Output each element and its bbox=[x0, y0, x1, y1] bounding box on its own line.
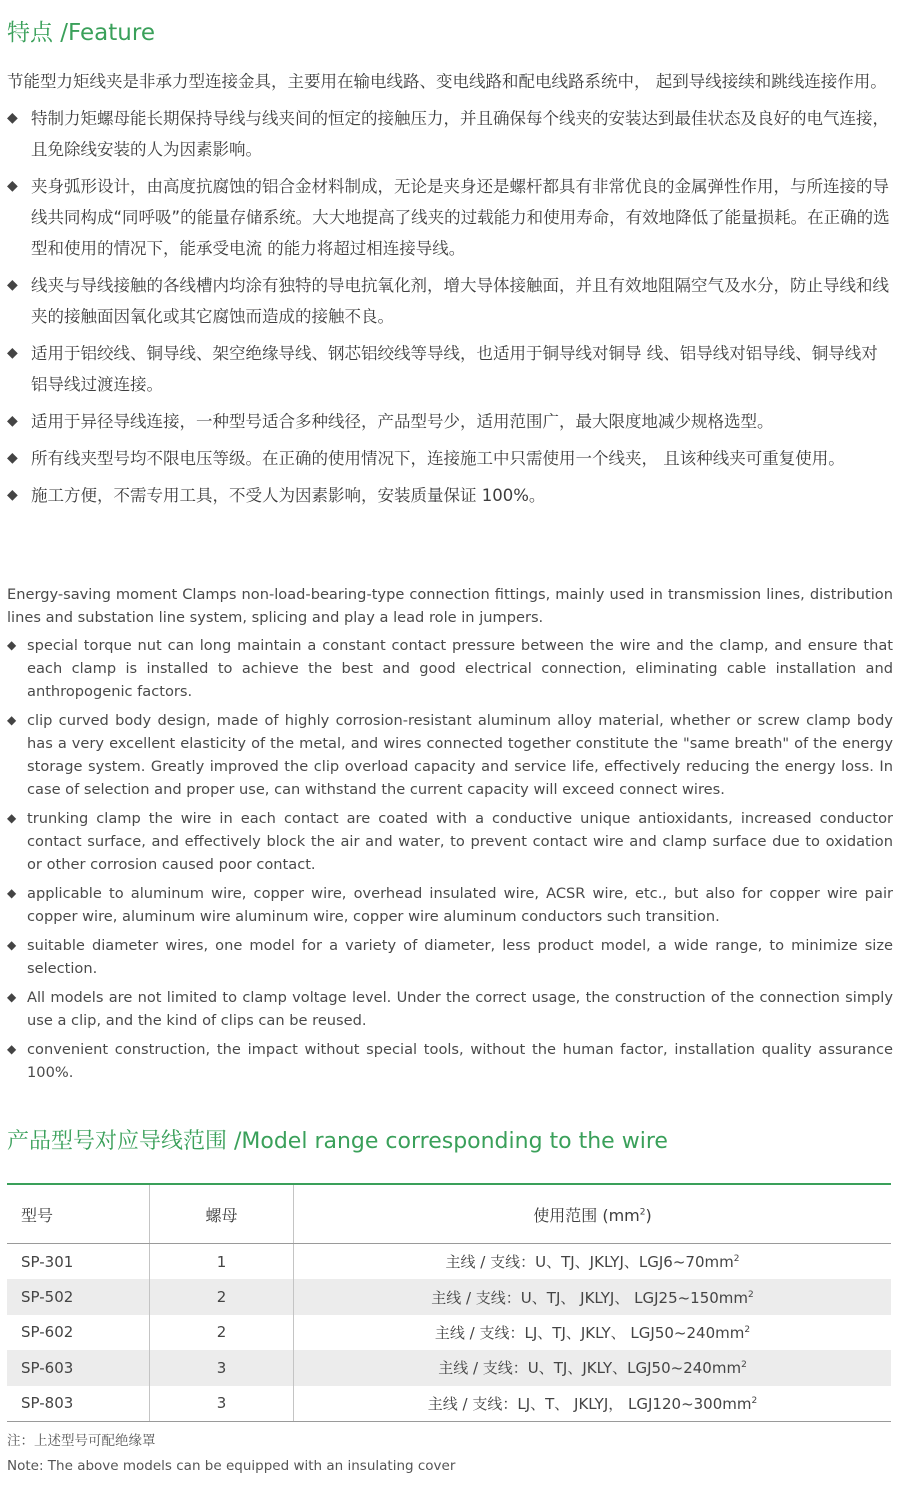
feature-section-title: 特点 /Feature bbox=[7, 20, 155, 46]
list-item-text: 特制力矩螺母能长期保持导线与线夹间的恒定的接触压力，并且确保每个线夹的安装达到最佳状态及良好的电气连接，且免除线安装的人为因素影响。 bbox=[31, 109, 889, 159]
list-item bbox=[7, 709, 893, 801]
table-row bbox=[7, 1386, 891, 1422]
list-item-text: 线夹与导线接触的各线槽内均涂有独特的导电抗氧化剂，增大导体接触面，并且有效地阻隔空气及水分，防止导线和线夹的接触面因氧化或其它腐蚀而造成的接触不良。 bbox=[31, 276, 889, 326]
diamond-bullet-icon: ◆ bbox=[7, 413, 18, 429]
list-item-text: 所有线夹型号均不限电压等级。在正确的使用情况下，连接施工中只需使用一个线夹， 且该种线夹可重复使用。 bbox=[31, 449, 845, 468]
cell-range bbox=[294, 1315, 892, 1350]
list-item bbox=[7, 882, 893, 928]
unit-superscript: 2 bbox=[748, 1289, 754, 1300]
table-header-row bbox=[7, 1184, 891, 1244]
table-row bbox=[7, 1279, 891, 1314]
list-item bbox=[7, 103, 893, 165]
list-item-text: 施工方便，不需专用工具，不受人为因素影响，安装质量保证 100%。 bbox=[31, 486, 546, 505]
list-item-text: clip curved body design, made of highly corrosion-resistant aluminum alloy material, whether or screw clamp body has a very excellent elasticity of the metal, and wires connected together constitute the "same breath" of the energy storage system. Greatly improved the clip overload capacity and service life, effectively reducing the energy loss. In case of selection and proper use, can withstand the current capacity will exceed connect wires. bbox=[27, 712, 893, 798]
list-item bbox=[7, 480, 893, 511]
list-item-text: applicable to aluminum wire, copper wire, overhead insulated wire, ACSR wire, etc., but also for copper wire pair copper wire, aluminum wire aluminum wire, copper wire aluminum conductors such transition. bbox=[27, 885, 893, 925]
table-row bbox=[7, 1350, 891, 1385]
cell-nut: 3 bbox=[150, 1350, 294, 1385]
column-header-nut: 螺母 bbox=[150, 1184, 294, 1244]
cell-nut: 2 bbox=[150, 1279, 294, 1314]
list-item bbox=[7, 270, 893, 332]
diamond-bullet-icon: ◆ bbox=[7, 345, 18, 361]
list-item-text: special torque nut can long maintain a constant contact pressure between the wire and the clamp, and ensure that each clamp is installed to achieve the best and good electrical connection, eliminating cable installation and anthropogenic factors. bbox=[27, 637, 893, 700]
unit-superscript: 2 bbox=[744, 1324, 751, 1335]
diamond-bullet-icon: ◆ bbox=[7, 1042, 17, 1056]
feature-cn-list bbox=[7, 103, 893, 511]
column-header-range bbox=[294, 1184, 892, 1244]
feature-cn-block bbox=[7, 66, 893, 517]
column-header-model: 型号 bbox=[7, 1184, 150, 1244]
feature-cn-intro: 节能型力矩线夹是非承力型连接金具，主要用在输电线路、变电线路和配电线路系统中， 起到导线接续和跳线连接作用。 bbox=[7, 72, 887, 91]
table-row bbox=[7, 1315, 891, 1350]
list-item bbox=[7, 338, 893, 400]
list-item bbox=[7, 807, 893, 876]
list-item bbox=[7, 986, 893, 1032]
list-item bbox=[7, 1038, 893, 1084]
list-item bbox=[7, 934, 893, 980]
cell-range-text: 主线 / 支线：U、TJ、JKLY、LGJ50~240mm bbox=[438, 1359, 742, 1378]
diamond-bullet-icon: ◆ bbox=[7, 487, 18, 503]
diamond-bullet-icon: ◆ bbox=[7, 110, 18, 126]
list-item-text: All models are not limited to clamp voltage level. Under the correct usage, the construction of the connection simply use a clip, and the kind of clips can be reused. bbox=[27, 989, 893, 1029]
cell-range bbox=[294, 1279, 892, 1314]
diamond-bullet-icon: ◆ bbox=[7, 938, 17, 952]
list-item-text: suitable diameter wires, one model for a variety of diameter, less product model, a wide range, to minimize size selection. bbox=[27, 937, 893, 977]
cell-range bbox=[294, 1386, 892, 1422]
cell-model: SP-602 bbox=[21, 1323, 74, 1342]
diamond-bullet-icon: ◆ bbox=[7, 450, 18, 466]
list-item bbox=[7, 406, 893, 437]
list-item bbox=[7, 443, 893, 474]
diamond-bullet-icon: ◆ bbox=[7, 713, 17, 727]
list-item-text: convenient construction, the impact without special tools, without the human factor, installation quality assurance 100%. bbox=[27, 1041, 893, 1081]
cell-range bbox=[294, 1350, 892, 1385]
feature-en-list bbox=[7, 634, 893, 1084]
column-header-range-label: 使用范围 (mm bbox=[533, 1205, 640, 1225]
cell-nut: 3 bbox=[150, 1386, 294, 1422]
cell-range-text: 主线 / 支线：U、TJ、 JKLYJ、 LGJ25~150mm bbox=[431, 1288, 749, 1307]
cell-nut: 1 bbox=[150, 1244, 294, 1280]
table-row bbox=[7, 1244, 891, 1280]
cell-model: SP-301 bbox=[21, 1252, 74, 1271]
cell-model: SP-502 bbox=[7, 1279, 150, 1314]
list-item-text: trunking clamp the wire in each contact are coated with a conductive unique antioxidants, increased conductor contact surface, and effectively block the air and water, to prevent contact wire and clamp surface due to oxidation or other corrosion caused poor contact. bbox=[27, 810, 893, 873]
diamond-bullet-icon: ◆ bbox=[7, 886, 17, 900]
unit-superscript: 2 bbox=[751, 1395, 758, 1406]
cell-range-text: 主线 / 支线：LJ、TJ、JKLY、 LGJ50~240mm bbox=[434, 1323, 745, 1342]
diamond-bullet-icon: ◆ bbox=[7, 638, 17, 652]
unit-superscript: 2 bbox=[639, 1207, 646, 1218]
cell-range-text: 主线 / 支线：LJ、T、 JKLYJ， LGJ120~300mm bbox=[427, 1394, 752, 1413]
unit-superscript: 2 bbox=[733, 1254, 740, 1265]
list-item-text: 夹身弧形设计，由高度抗腐蚀的铝合金材料制成，无论是夹身还是螺杆都具有非常优良的金属弹性作用，与所连接的导线共同构成“同呼吸”的能量存储系统。大大地提高了线夹的过载能力和使用寿命，有效地降低了能量损耗。在正确的选型和使用的情况下，能承受电流 的能力将超过相连接导线。 bbox=[31, 177, 890, 258]
feature-en-block bbox=[7, 583, 893, 1090]
cell-model: SP-803 bbox=[7, 1386, 150, 1422]
feature-en-intro: Energy-saving moment Clamps non-load-bearing-type connection fittings, mainly used in transmission lines, distribution lines and substation line system, splicing and play a lead role in jumpers. bbox=[7, 586, 893, 626]
unit-superscript: 2 bbox=[741, 1360, 747, 1371]
list-item-text: 适用于异径导线连接，一种型号适合多种线径，产品型号少，适用范围广，最大限度地减少规格选型。 bbox=[31, 412, 774, 431]
list-item bbox=[7, 171, 893, 264]
list-item-text: 适用于铝绞线、铜导线、架空绝缘导线、钢芯铝绞线等导线，也适用于铜导线对铜导 线、铝导线对铝导线、铜导线对铝导线过渡连接。 bbox=[31, 344, 878, 394]
cell-range bbox=[294, 1244, 892, 1280]
note-chinese: 注：上述型号可配绝缘罩 bbox=[7, 1433, 156, 1449]
model-range-table bbox=[7, 1183, 891, 1422]
cell-range-text: 主线 / 支线：U、TJ、JKLYJ、LGJ6~70mm bbox=[445, 1253, 734, 1272]
diamond-bullet-icon: ◆ bbox=[7, 277, 18, 293]
column-header-range-close: ) bbox=[645, 1205, 652, 1225]
cell-model: SP-603 bbox=[7, 1350, 150, 1385]
cell-nut: 2 bbox=[150, 1315, 294, 1350]
diamond-bullet-icon: ◆ bbox=[7, 811, 17, 825]
note-english: Note: The above models can be equipped with an insulating cover bbox=[7, 1458, 456, 1474]
diamond-bullet-icon: ◆ bbox=[7, 178, 18, 194]
model-section-title: 产品型号对应导线范围 /Model range corresponding to the wire bbox=[7, 1129, 668, 1154]
diamond-bullet-icon: ◆ bbox=[7, 990, 17, 1004]
list-item bbox=[7, 634, 893, 703]
